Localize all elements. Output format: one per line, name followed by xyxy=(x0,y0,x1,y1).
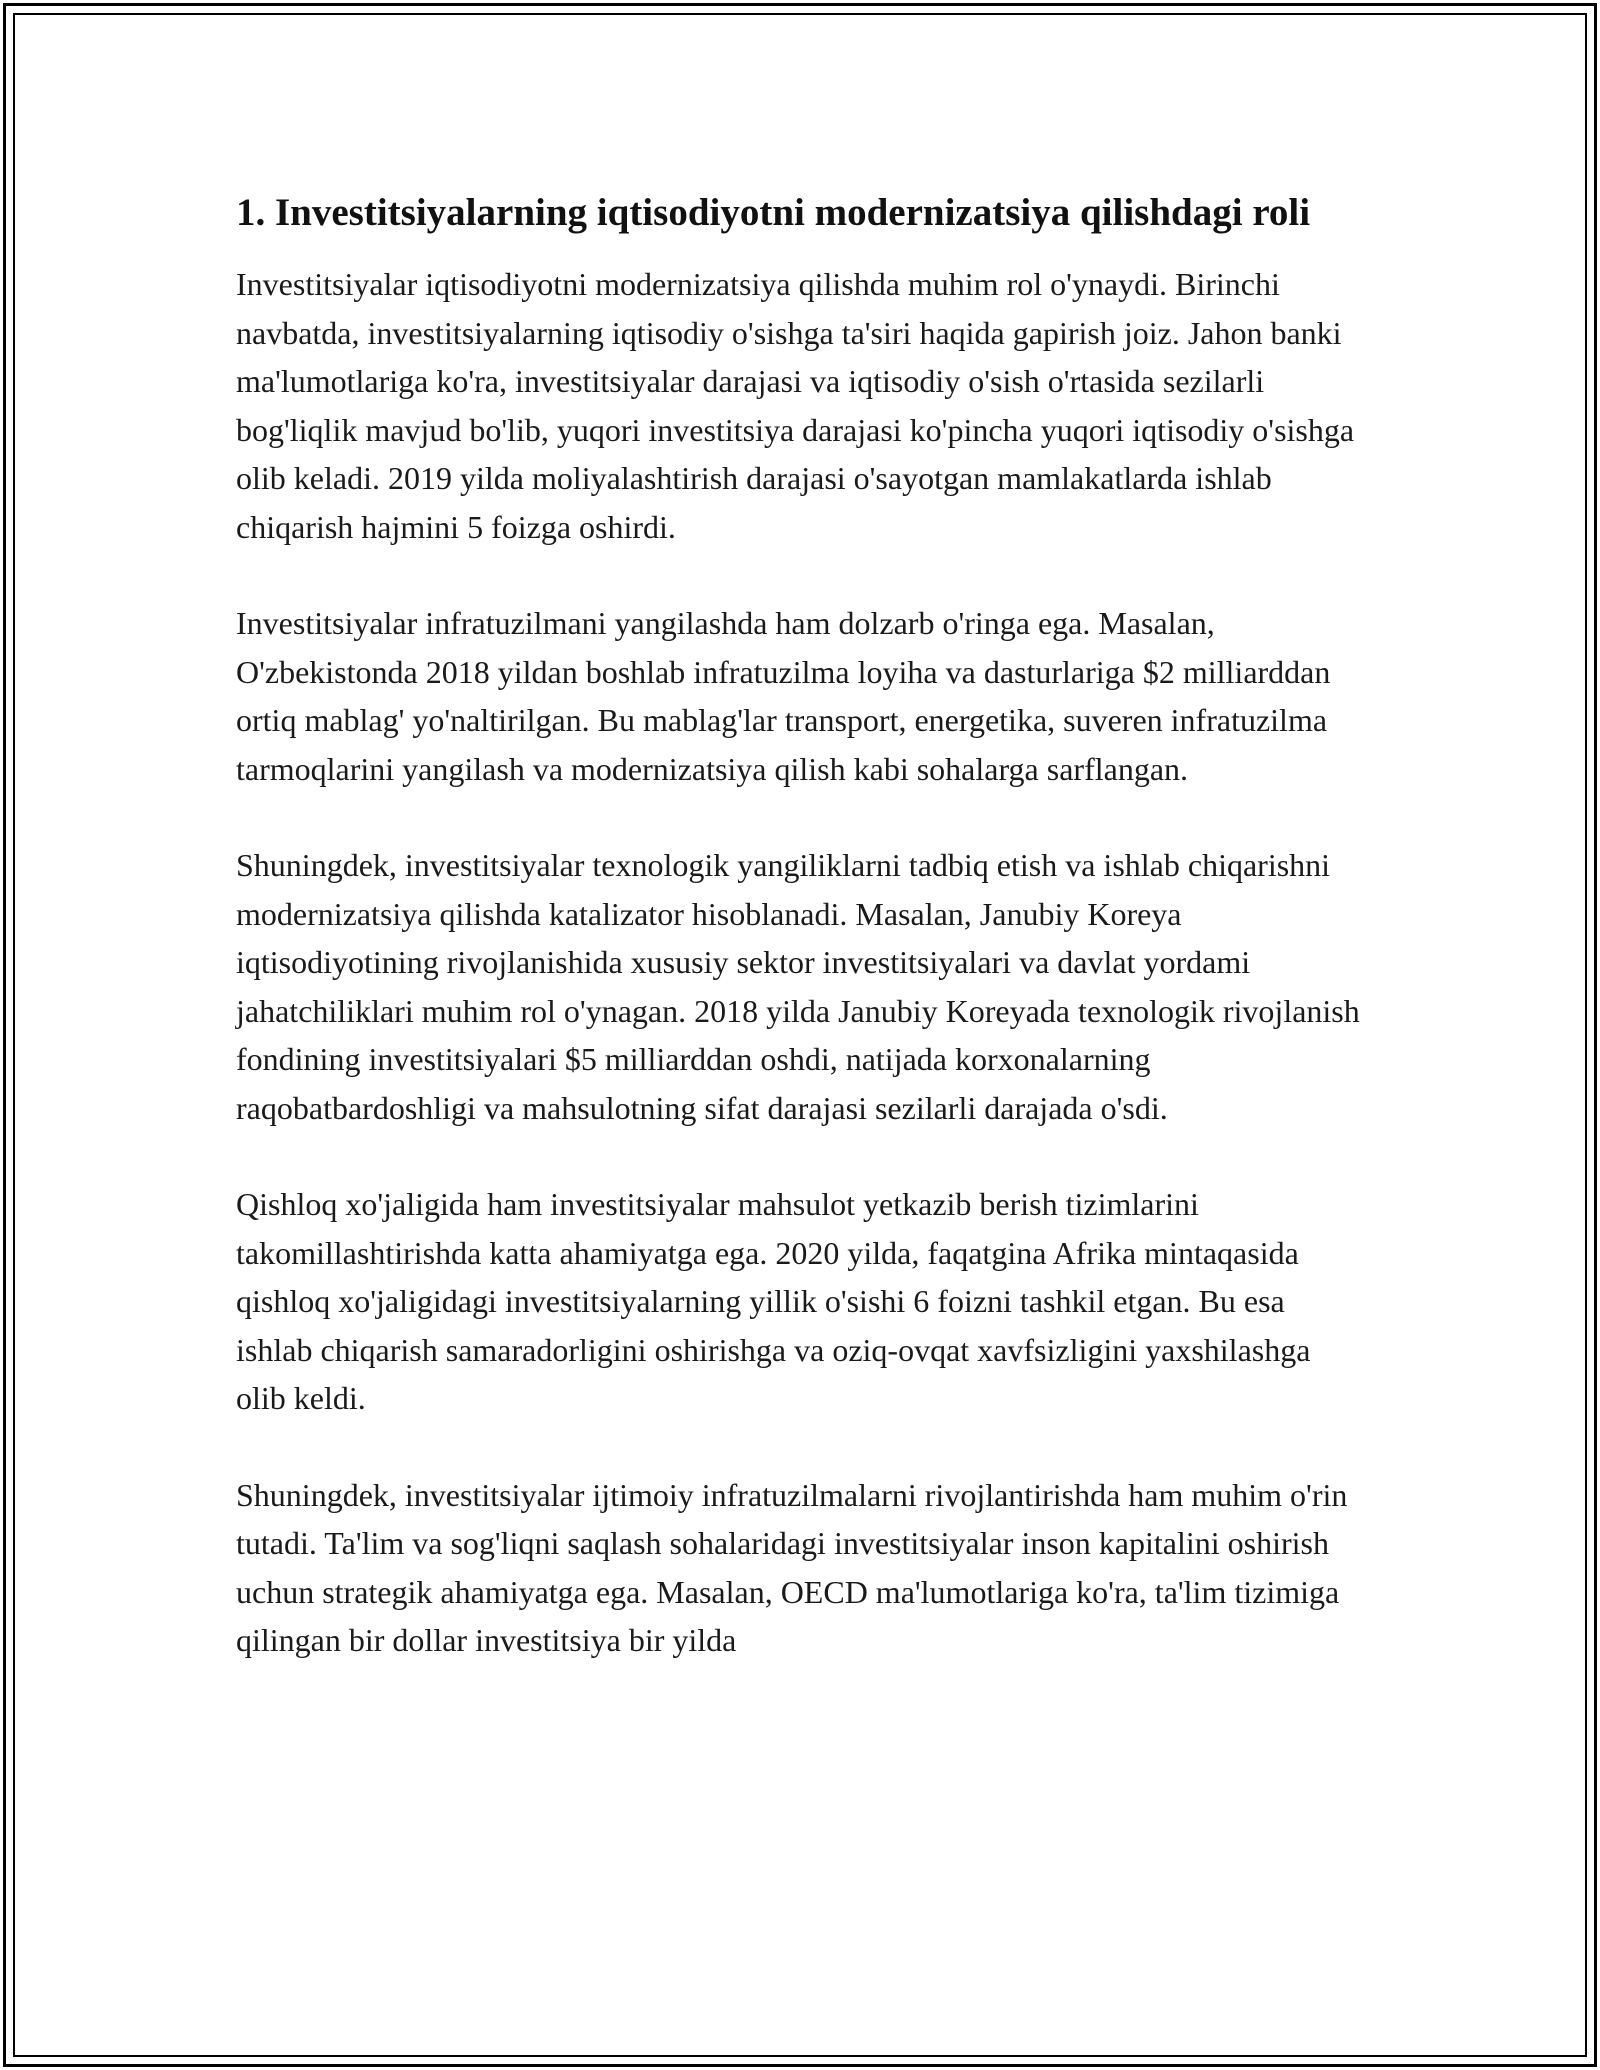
paragraph-5: Shuningdek, investitsiyalar ijtimoiy infratuzilmalarni rivojlantirishda ham muhim o'rin tutadi. Ta'lim va sog'liqni saqlash sohalaridagi investitsiyalar inson kapitalini oshirish uchun strategik ahamiyatga ega. Masalan, OECD ma'lumotlariga ko'ra, ta'lim tizimiga qilingan bir dollar investitsiya bir yilda xyxy=(236,1476,1348,1658)
paragraph-4: Qishloq xo'jaligida ham investitsiyalar mahsulot yetkazib berish tizimlarini takomillashtirishda katta ahamiyatga ega. 2020 yilda, faqatgina Afrika mintaqasida qishloq xo'jaligidagi investitsiyalarning yillik o'sishi 6 foizni tashkil etgan. Bu esa ishlab chiqarish samaradorligini oshirishga va oziq-ovqat xavfsizligini yaxshilashga olib keldi. xyxy=(236,1186,1311,1416)
paragraph-1: Investitsiyalar iqtisodiyotni modernizatsiya qilishda muhim rol o'ynaydi. Birinchi navbatda, investitsiyalarning iqtisodiy o'sishga ta'siri haqida gapirish joiz. Jahon banki ma'lumotlariga ko'ra, investitsiyalar darajasi va iqtisodiy o'sish o'rtasida sezilarli bog'liqlik mavjud bo'lib, yuqori investitsiya darajasi ko'pincha yuqori iqtisodiy o'sishga olib keladi. 2019 yilda moliyalashtirish darajasi o'sayotgan mamlakatlarda ishlab chiqarish hajmini 5 foizga oshirdi. xyxy=(236,266,1355,545)
paragraph-3: Shuningdek, investitsiyalar texnologik yangiliklarni tadbiq etish va ishlab chiqarishni modernizatsiya qilishda katalizator hisoblanadi. Masalan, Janubiy Koreya iqtisodiyotining rivojlanishida xususiy sektor investitsiyalari va davlat yordami jahatchiliklari muhim rol o'ynagan. 2018 yilda Janubiy Koreyada texnologik rivojlanish fondining investitsiyalari $5 milliarddan oshdi, natijada korxonalarning raqobatbardoshligi va mahsulotning sifat darajasi sezilarli darajada o'sdi. xyxy=(236,847,1360,1126)
document-body xyxy=(236,186,1366,1713)
section-heading: 1. Investitsiyalarning iqtisodiyotni modernizatsiya qilishdagi roli xyxy=(236,191,1311,234)
paragraph-2: Investitsiyalar infratuzilmani yangilashda ham dolzarb o'ringa ega. Masalan, O'zbekistonda 2018 yildan boshlab infratuzilma loyiha va dasturlariga $2 milliarddan ortiq mablag' yo'naltirilgan. Bu mablag'lar transport, energetika, suveren infratuzilma tarmoqlarini yangilash va modernizatsiya qilish kabi sohalarga sarflangan. xyxy=(236,605,1331,787)
